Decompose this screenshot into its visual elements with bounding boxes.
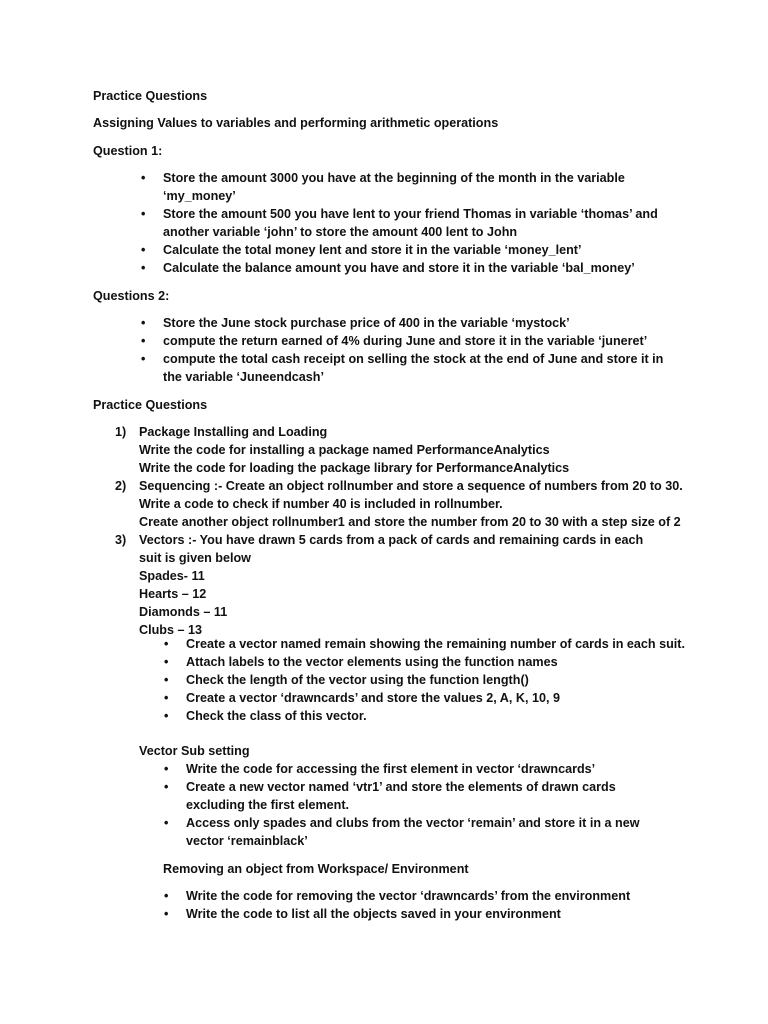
bullet-icon: • xyxy=(141,334,146,348)
item-title: Sequencing :- Create an object rollnumber and store a sequence of numbers from 20 to 30. xyxy=(139,479,683,493)
practice-item-1 xyxy=(115,423,699,477)
suit-count: Diamonds – 11 xyxy=(139,605,228,619)
doc-subtitle: Assigning Values to variables and performing arithmetic operations xyxy=(93,116,499,130)
list-item: • Create a vector named remain showing the remaining number of cards in each suit. xyxy=(164,637,685,651)
doc-title: Practice Questions xyxy=(93,89,208,103)
list-item: • Create a vector ‘drawncards’ and store the values 2, A, K, 10, 9 xyxy=(164,691,561,705)
list-item: • compute the return earned of 4% during June and store it in the variable ‘juneret’ xyxy=(141,334,648,348)
list-item: • Check the class of this vector. xyxy=(164,709,367,723)
bullet-icon: • xyxy=(164,655,169,669)
bullet-icon: • xyxy=(164,673,169,687)
item-marker: 2) xyxy=(115,479,127,493)
practice-heading: Practice Questions xyxy=(93,398,208,412)
item-line: Write the code for loading the package library for PerformanceAnalytics xyxy=(139,461,570,475)
removing-list xyxy=(164,887,686,923)
list-item: • Store the amount 3000 you have at the beginning of the month in the variable ‘my_money’ xyxy=(141,171,625,203)
vector-task-list xyxy=(164,635,686,725)
practice-list xyxy=(115,423,699,639)
bullet-icon: • xyxy=(141,171,146,185)
practice-item-3 xyxy=(115,531,699,639)
bullet-icon: • xyxy=(164,816,169,830)
bullet-icon: • xyxy=(164,780,169,794)
question-2-heading: Questions 2: xyxy=(93,289,170,303)
list-item: • Write the code for removing the vector ‘drawncards’ from the environment xyxy=(164,889,631,903)
bullet-icon: • xyxy=(164,709,169,723)
list-item: • Write the code for accessing the first element in vector ‘drawncards’ xyxy=(164,762,596,776)
bullet-icon: • xyxy=(141,316,146,330)
list-item: • Store the amount 500 you have lent to your friend Thomas in variable ‘thomas’ and another variable ‘john’ to store the amount 400 lent to John xyxy=(141,207,658,239)
practice-item-2 xyxy=(115,477,699,531)
suit-count: Clubs – 13 xyxy=(139,623,202,637)
bullet-icon: • xyxy=(141,207,146,221)
list-item: • Write the code to list all the objects saved in your environment xyxy=(164,907,561,921)
list-item: • Check the length of the vector using the function length() xyxy=(164,673,529,687)
list-item: • compute the total cash receipt on selling the stock at the end of June and store it in the variable ‘Juneendcash’ xyxy=(141,352,664,384)
list-item: • Store the June stock purchase price of 400 in the variable ‘mystock’ xyxy=(141,316,570,330)
removing-heading: Removing an object from Workspace/ Environment xyxy=(163,862,469,876)
item-line: Create another object rollnumber1 and store the number from 20 to 30 with a step size of 2 xyxy=(139,515,681,529)
bullet-icon: • xyxy=(164,889,169,903)
item-line: Write a code to check if number 40 is included in rollnumber. xyxy=(139,497,503,511)
list-item: • Create a new vector named ‘vtr1’ and store the elements of drawn cards excluding the first element. xyxy=(164,780,616,812)
bullet-icon: • xyxy=(164,691,169,705)
item-marker: 1) xyxy=(115,425,127,439)
question-1-heading: Question 1: xyxy=(93,144,163,158)
bullet-icon: • xyxy=(164,637,169,651)
list-item: • Calculate the balance amount you have and store it in the variable ‘bal_money’ xyxy=(141,261,635,275)
subsetting-list xyxy=(164,760,676,850)
item-line: Write the code for installing a package named PerformanceAnalytics xyxy=(139,443,550,457)
suit-count: Hearts – 12 xyxy=(139,587,207,601)
bullet-icon: • xyxy=(141,352,146,366)
subsetting-heading: Vector Sub setting xyxy=(139,744,250,758)
bullet-icon: • xyxy=(141,243,146,257)
bullet-icon: • xyxy=(164,907,169,921)
item-title: Package Installing and Loading xyxy=(139,425,328,439)
list-item: • Attach labels to the vector elements using the function names xyxy=(164,655,558,669)
question-1-list xyxy=(141,169,683,277)
suit-count: Spades- 11 xyxy=(139,569,205,583)
list-item: • Access only spades and clubs from the vector ‘remain’ and store it in a new vector ‘remainblack’ xyxy=(164,816,640,848)
bullet-icon: • xyxy=(141,261,146,275)
item-marker: 3) xyxy=(115,533,127,547)
question-2-list xyxy=(141,314,683,386)
list-item: • Calculate the total money lent and store it in the variable ‘money_lent’ xyxy=(141,243,582,257)
item-title: Vectors :- You have drawn 5 cards from a pack of cards and remaining cards in each suit is given below xyxy=(139,533,644,565)
bullet-icon: • xyxy=(164,762,169,776)
